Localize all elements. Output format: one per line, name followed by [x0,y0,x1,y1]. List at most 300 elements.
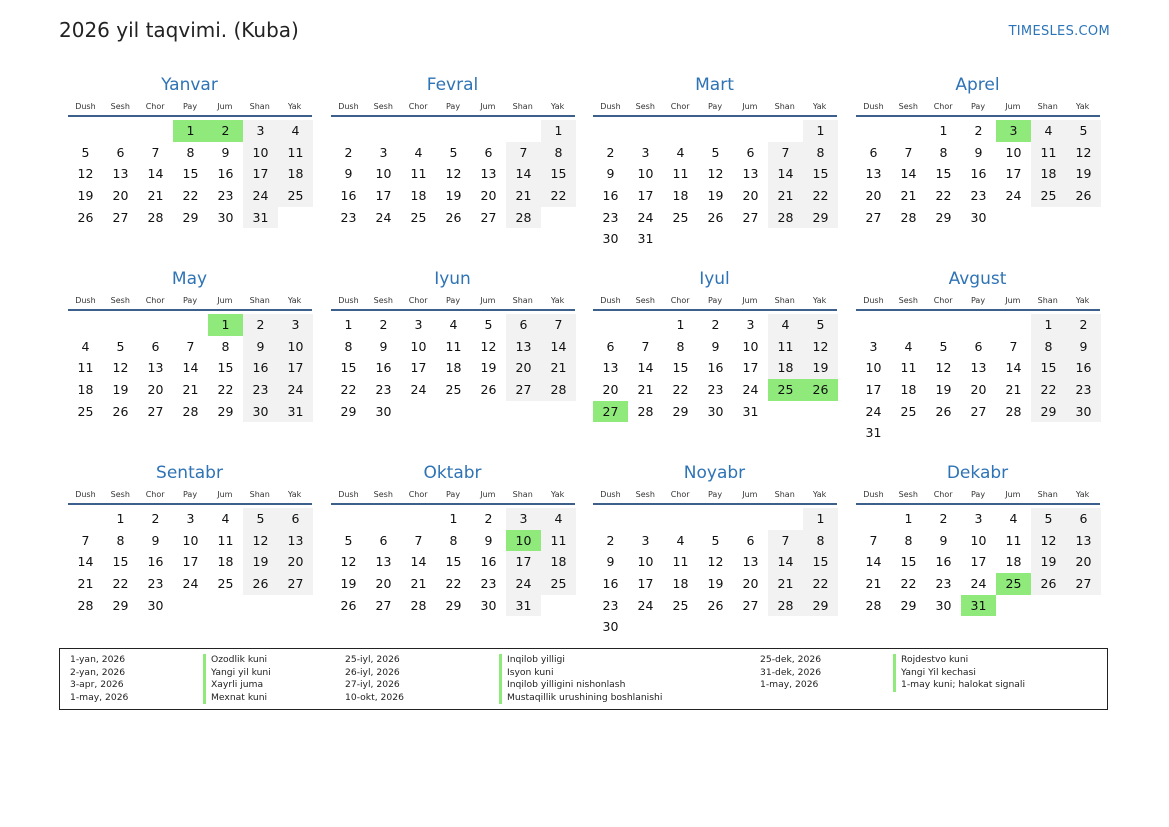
day-cell[interactable]: 8 [939,144,948,160]
day-cell[interactable]: 3 [506,508,541,530]
day-cell[interactable]: 11 [541,530,576,552]
day-cell[interactable]: 1 [904,511,913,526]
day-cell[interactable]: 16 [602,188,619,204]
day-cell[interactable]: 17 [742,360,759,376]
day-cell[interactable]: 9 [711,338,720,354]
day-cell[interactable]: 28 [768,207,803,229]
day-cell[interactable]: 27 [742,209,759,225]
day-cell[interactable]: 9 [484,532,493,548]
day-cell[interactable]: 20 [1066,551,1101,573]
day-cell[interactable]: 16 [1066,357,1101,379]
day-cell[interactable]: 5 [803,314,838,336]
day-cell[interactable]: 17 [278,357,313,379]
day-cell[interactable]: 14 [506,163,541,185]
day-cell[interactable]: 2 [243,314,278,336]
day-cell[interactable]: 28 [182,403,199,419]
day-cell[interactable]: 16 [935,554,952,570]
day-cell[interactable]: 18 [217,554,234,570]
day-cell[interactable]: 14 [182,360,199,376]
day-cell[interactable]: 28 [900,209,917,225]
day-cell[interactable]: 17 [637,188,654,204]
day-cell[interactable]: 27 [147,403,164,419]
day-cell[interactable]: 6 [974,338,983,354]
day-cell[interactable]: 14 [410,554,427,570]
day-cell[interactable]: 12 [1031,530,1066,552]
day-cell[interactable]: 12 [935,360,952,376]
day-cell[interactable]: 23 [480,576,497,592]
day-cell[interactable]: 20 [506,357,541,379]
day-cell[interactable]: 21 [768,185,803,207]
day-cell[interactable]: 18 [768,357,803,379]
day-cell[interactable]: 4 [676,144,685,160]
day-cell[interactable]: 27 [1066,573,1101,595]
day-cell[interactable]: 15 [217,360,234,376]
day-cell[interactable]: 14 [147,166,164,182]
day-cell[interactable]: 21 [410,576,427,592]
day-cell[interactable]: 19 [803,357,838,379]
day-cell[interactable]: 3 [641,144,650,160]
day-cell[interactable]: 2 [606,144,615,160]
site-link[interactable]: TIMESLES.COM [1008,24,1110,39]
day-cell[interactable]: 5 [939,338,948,354]
day-cell[interactable]: 6 [746,144,755,160]
day-cell[interactable]: 10 [410,338,427,354]
day-cell[interactable]: 8 [221,338,230,354]
day-cell[interactable]: 31 [637,231,654,247]
day-cell[interactable]: 20 [742,576,759,592]
day-cell[interactable]: 18 [278,163,313,185]
day-cell[interactable]: 7 [81,532,90,548]
day-cell[interactable]: 10 [182,532,199,548]
day-cell[interactable]: 7 [904,144,913,160]
day-cell[interactable]: 24 [278,379,313,401]
day-cell[interactable]: 10 [278,336,313,358]
day-cell[interactable]: 3 [414,317,423,332]
day-cell[interactable]: 14 [1005,360,1022,376]
day-cell[interactable]: 28 [1005,403,1022,419]
day-cell[interactable]: 13 [480,166,497,182]
day-cell[interactable]: 15 [672,360,689,376]
holiday-day-cell[interactable]: 2 [208,120,243,142]
day-cell[interactable]: 7 [151,144,160,160]
day-cell[interactable]: 5 [449,144,458,160]
day-cell[interactable]: 28 [77,597,94,613]
day-cell[interactable]: 7 [541,314,576,336]
day-cell[interactable]: 28 [637,403,654,419]
day-cell[interactable]: 8 [449,532,458,548]
day-cell[interactable]: 9 [379,338,388,354]
day-cell[interactable]: 26 [935,403,952,419]
day-cell[interactable]: 27 [375,597,392,613]
day-cell[interactable]: 22 [900,576,917,592]
day-cell[interactable]: 2 [974,123,983,138]
day-cell[interactable]: 20 [742,188,759,204]
day-cell[interactable]: 25 [445,382,462,398]
day-cell[interactable]: 14 [865,554,882,570]
day-cell[interactable]: 6 [116,144,125,160]
day-cell[interactable]: 22 [541,185,576,207]
day-cell[interactable]: 16 [147,554,164,570]
day-cell[interactable]: 4 [414,144,423,160]
day-cell[interactable]: 18 [541,551,576,573]
day-cell[interactable]: 6 [379,532,388,548]
day-cell[interactable]: 1 [1031,314,1066,336]
day-cell[interactable]: 6 [151,338,160,354]
day-cell[interactable]: 29 [217,403,234,419]
day-cell[interactable]: 26 [480,382,497,398]
day-cell[interactable]: 9 [243,336,278,358]
day-cell[interactable]: 5 [243,508,278,530]
day-cell[interactable]: 27 [480,209,497,225]
day-cell[interactable]: 16 [970,166,987,182]
day-cell[interactable]: 20 [147,382,164,398]
day-cell[interactable]: 22 [445,576,462,592]
day-cell[interactable]: 16 [602,576,619,592]
day-cell[interactable]: 22 [803,573,838,595]
day-cell[interactable]: 12 [1066,142,1101,164]
day-cell[interactable]: 6 [1066,508,1101,530]
day-cell[interactable]: 26 [243,573,278,595]
day-cell[interactable]: 28 [506,207,541,229]
day-cell[interactable]: 23 [935,576,952,592]
day-cell[interactable]: 26 [112,403,129,419]
day-cell[interactable]: 1 [803,120,838,142]
day-cell[interactable]: 27 [970,403,987,419]
day-cell[interactable]: 18 [77,382,94,398]
day-cell[interactable]: 12 [480,338,497,354]
day-cell[interactable]: 24 [742,382,759,398]
day-cell[interactable]: 5 [1066,120,1101,142]
day-cell[interactable]: 2 [484,511,493,526]
day-cell[interactable]: 7 [1009,338,1018,354]
day-cell[interactable]: 9 [151,532,160,548]
day-cell[interactable]: 3 [379,144,388,160]
day-cell[interactable]: 4 [1009,511,1018,526]
holiday-day-cell[interactable]: 25 [768,379,803,401]
day-cell[interactable]: 5 [344,532,353,548]
day-cell[interactable]: 19 [935,382,952,398]
day-cell[interactable]: 30 [147,597,164,613]
day-cell[interactable]: 19 [112,382,129,398]
day-cell[interactable]: 17 [182,554,199,570]
day-cell[interactable]: 30 [707,403,724,419]
day-cell[interactable]: 24 [970,576,987,592]
day-cell[interactable]: 12 [445,166,462,182]
day-cell[interactable]: 17 [970,554,987,570]
day-cell[interactable]: 23 [243,379,278,401]
day-cell[interactable]: 29 [672,403,689,419]
day-cell[interactable]: 1 [676,317,685,332]
day-cell[interactable]: 7 [641,338,650,354]
day-cell[interactable]: 11 [672,554,689,570]
day-cell[interactable]: 26 [1031,573,1066,595]
day-cell[interactable]: 15 [340,360,357,376]
day-cell[interactable]: 31 [278,401,313,423]
day-cell[interactable]: 18 [672,576,689,592]
day-cell[interactable]: 8 [186,144,195,160]
day-cell[interactable]: 20 [375,576,392,592]
day-cell[interactable]: 4 [221,511,230,526]
day-cell[interactable]: 30 [243,401,278,423]
day-cell[interactable]: 23 [1066,379,1101,401]
day-cell[interactable]: 21 [77,576,94,592]
day-cell[interactable]: 16 [480,554,497,570]
day-cell[interactable]: 29 [1031,401,1066,423]
day-cell[interactable]: 30 [217,209,234,225]
day-cell[interactable]: 14 [541,336,576,358]
day-cell[interactable]: 19 [707,576,724,592]
day-cell[interactable]: 26 [1066,185,1101,207]
day-cell[interactable]: 7 [768,142,803,164]
day-cell[interactable]: 21 [900,188,917,204]
day-cell[interactable]: 6 [606,338,615,354]
day-cell[interactable]: 23 [340,209,357,225]
day-cell[interactable]: 2 [606,532,615,548]
day-cell[interactable]: 28 [768,595,803,617]
day-cell[interactable]: 4 [904,338,913,354]
day-cell[interactable]: 25 [217,576,234,592]
day-cell[interactable]: 25 [672,209,689,225]
day-cell[interactable]: 22 [935,188,952,204]
day-cell[interactable]: 19 [77,188,94,204]
day-cell[interactable]: 14 [768,551,803,573]
day-cell[interactable]: 1 [449,511,458,526]
day-cell[interactable]: 10 [970,532,987,548]
day-cell[interactable]: 15 [803,551,838,573]
day-cell[interactable]: 3 [186,511,195,526]
day-cell[interactable]: 20 [480,188,497,204]
day-cell[interactable]: 5 [711,144,720,160]
day-cell[interactable]: 8 [676,338,685,354]
holiday-day-cell[interactable]: 31 [961,595,996,617]
day-cell[interactable]: 29 [112,597,129,613]
day-cell[interactable]: 30 [1066,401,1101,423]
day-cell[interactable]: 1 [541,120,576,142]
day-cell[interactable]: 24 [182,576,199,592]
day-cell[interactable]: 8 [541,142,576,164]
day-cell[interactable]: 10 [243,142,278,164]
day-cell[interactable]: 17 [1005,166,1022,182]
day-cell[interactable]: 24 [506,573,541,595]
day-cell[interactable]: 20 [865,188,882,204]
day-cell[interactable]: 23 [602,597,619,613]
holiday-day-cell[interactable]: 10 [506,530,541,552]
day-cell[interactable]: 17 [865,382,882,398]
day-cell[interactable]: 29 [900,597,917,613]
day-cell[interactable]: 29 [803,595,838,617]
day-cell[interactable]: 17 [243,163,278,185]
holiday-day-cell[interactable]: 26 [803,379,838,401]
day-cell[interactable]: 13 [742,166,759,182]
day-cell[interactable]: 15 [1031,357,1066,379]
day-cell[interactable]: 4 [676,532,685,548]
day-cell[interactable]: 5 [711,532,720,548]
day-cell[interactable]: 1 [803,508,838,530]
day-cell[interactable]: 2 [344,144,353,160]
day-cell[interactable]: 26 [707,597,724,613]
day-cell[interactable]: 23 [970,188,987,204]
day-cell[interactable]: 25 [278,185,313,207]
day-cell[interactable]: 21 [1005,382,1022,398]
day-cell[interactable]: 9 [606,554,615,570]
day-cell[interactable]: 16 [340,188,357,204]
day-cell[interactable]: 19 [1066,163,1101,185]
day-cell[interactable]: 21 [768,573,803,595]
day-cell[interactable]: 15 [541,163,576,185]
day-cell[interactable]: 15 [112,554,129,570]
day-cell[interactable]: 11 [278,142,313,164]
day-cell[interactable]: 4 [768,314,803,336]
day-cell[interactable]: 14 [637,360,654,376]
day-cell[interactable]: 24 [410,382,427,398]
day-cell[interactable]: 23 [217,188,234,204]
day-cell[interactable]: 19 [480,360,497,376]
day-cell[interactable]: 6 [484,144,493,160]
day-cell[interactable]: 16 [375,360,392,376]
day-cell[interactable]: 22 [340,382,357,398]
day-cell[interactable]: 16 [217,166,234,182]
day-cell[interactable]: 20 [602,382,619,398]
day-cell[interactable]: 9 [1066,336,1101,358]
day-cell[interactable]: 26 [77,209,94,225]
day-cell[interactable]: 24 [1005,188,1022,204]
day-cell[interactable]: 30 [602,231,619,247]
day-cell[interactable]: 24 [637,597,654,613]
day-cell[interactable]: 5 [116,338,125,354]
day-cell[interactable]: 25 [541,573,576,595]
day-cell[interactable]: 9 [221,144,230,160]
day-cell[interactable]: 20 [112,188,129,204]
day-cell[interactable]: 8 [803,530,838,552]
day-cell[interactable]: 12 [112,360,129,376]
day-cell[interactable]: 8 [803,142,838,164]
day-cell[interactable]: 4 [449,317,458,332]
day-cell[interactable]: 2 [151,511,160,526]
day-cell[interactable]: 26 [340,597,357,613]
day-cell[interactable]: 11 [900,360,917,376]
day-cell[interactable]: 4 [81,338,90,354]
day-cell[interactable]: 27 [506,379,541,401]
day-cell[interactable]: 10 [637,554,654,570]
day-cell[interactable]: 6 [506,314,541,336]
day-cell[interactable]: 30 [480,597,497,613]
day-cell[interactable]: 10 [865,360,882,376]
day-cell[interactable]: 9 [939,532,948,548]
day-cell[interactable]: 24 [637,209,654,225]
day-cell[interactable]: 25 [410,209,427,225]
day-cell[interactable]: 3 [974,511,983,526]
day-cell[interactable]: 11 [672,166,689,182]
day-cell[interactable]: 12 [803,336,838,358]
day-cell[interactable]: 27 [278,573,313,595]
day-cell[interactable]: 5 [484,317,493,332]
day-cell[interactable]: 22 [217,382,234,398]
day-cell[interactable]: 24 [243,185,278,207]
day-cell[interactable]: 3 [746,317,755,332]
day-cell[interactable]: 1 [344,317,353,332]
day-cell[interactable]: 7 [414,532,423,548]
day-cell[interactable]: 21 [182,382,199,398]
day-cell[interactable]: 5 [81,144,90,160]
day-cell[interactable]: 30 [935,597,952,613]
day-cell[interactable]: 11 [77,360,94,376]
day-cell[interactable]: 12 [77,166,94,182]
day-cell[interactable]: 26 [707,209,724,225]
day-cell[interactable]: 1 [116,511,125,526]
day-cell[interactable]: 19 [445,188,462,204]
day-cell[interactable]: 10 [637,166,654,182]
day-cell[interactable]: 22 [803,185,838,207]
day-cell[interactable]: 29 [182,209,199,225]
day-cell[interactable]: 19 [1031,551,1066,573]
day-cell[interactable]: 21 [637,382,654,398]
day-cell[interactable]: 12 [707,166,724,182]
day-cell[interactable]: 7 [768,530,803,552]
day-cell[interactable]: 17 [637,576,654,592]
day-cell[interactable]: 22 [672,382,689,398]
day-cell[interactable]: 19 [340,576,357,592]
day-cell[interactable]: 8 [1031,336,1066,358]
day-cell[interactable]: 13 [1066,530,1101,552]
day-cell[interactable]: 13 [375,554,392,570]
day-cell[interactable]: 11 [1031,142,1066,164]
day-cell[interactable]: 1 [939,123,948,138]
day-cell[interactable]: 14 [768,163,803,185]
day-cell[interactable]: 16 [243,357,278,379]
day-cell[interactable]: 29 [803,207,838,229]
day-cell[interactable]: 17 [410,360,427,376]
day-cell[interactable]: 15 [445,554,462,570]
day-cell[interactable]: 13 [970,360,987,376]
day-cell[interactable]: 7 [869,532,878,548]
day-cell[interactable]: 25 [900,403,917,419]
day-cell[interactable]: 23 [147,576,164,592]
day-cell[interactable]: 24 [865,403,882,419]
day-cell[interactable]: 23 [602,209,619,225]
day-cell[interactable]: 24 [375,209,392,225]
day-cell[interactable]: 31 [243,207,278,229]
day-cell[interactable]: 30 [602,619,619,635]
day-cell[interactable]: 9 [606,166,615,182]
day-cell[interactable]: 18 [900,382,917,398]
day-cell[interactable]: 2 [1066,314,1101,336]
day-cell[interactable]: 11 [445,338,462,354]
day-cell[interactable]: 12 [243,530,278,552]
day-cell[interactable]: 7 [506,142,541,164]
day-cell[interactable]: 29 [340,403,357,419]
day-cell[interactable]: 13 [742,554,759,570]
day-cell[interactable]: 11 [768,336,803,358]
day-cell[interactable]: 17 [506,551,541,573]
day-cell[interactable]: 28 [865,597,882,613]
day-cell[interactable]: 23 [707,382,724,398]
day-cell[interactable]: 2 [939,511,948,526]
day-cell[interactable]: 5 [1031,508,1066,530]
day-cell[interactable]: 29 [445,597,462,613]
day-cell[interactable]: 13 [865,166,882,182]
holiday-day-cell[interactable]: 25 [996,573,1031,595]
day-cell[interactable]: 4 [541,508,576,530]
day-cell[interactable]: 8 [344,338,353,354]
day-cell[interactable]: 18 [445,360,462,376]
day-cell[interactable]: 9 [344,166,353,182]
day-cell[interactable]: 21 [147,188,164,204]
day-cell[interactable]: 15 [182,166,199,182]
day-cell[interactable]: 28 [410,597,427,613]
day-cell[interactable]: 10 [742,338,759,354]
day-cell[interactable]: 25 [672,597,689,613]
day-cell[interactable]: 10 [1005,144,1022,160]
